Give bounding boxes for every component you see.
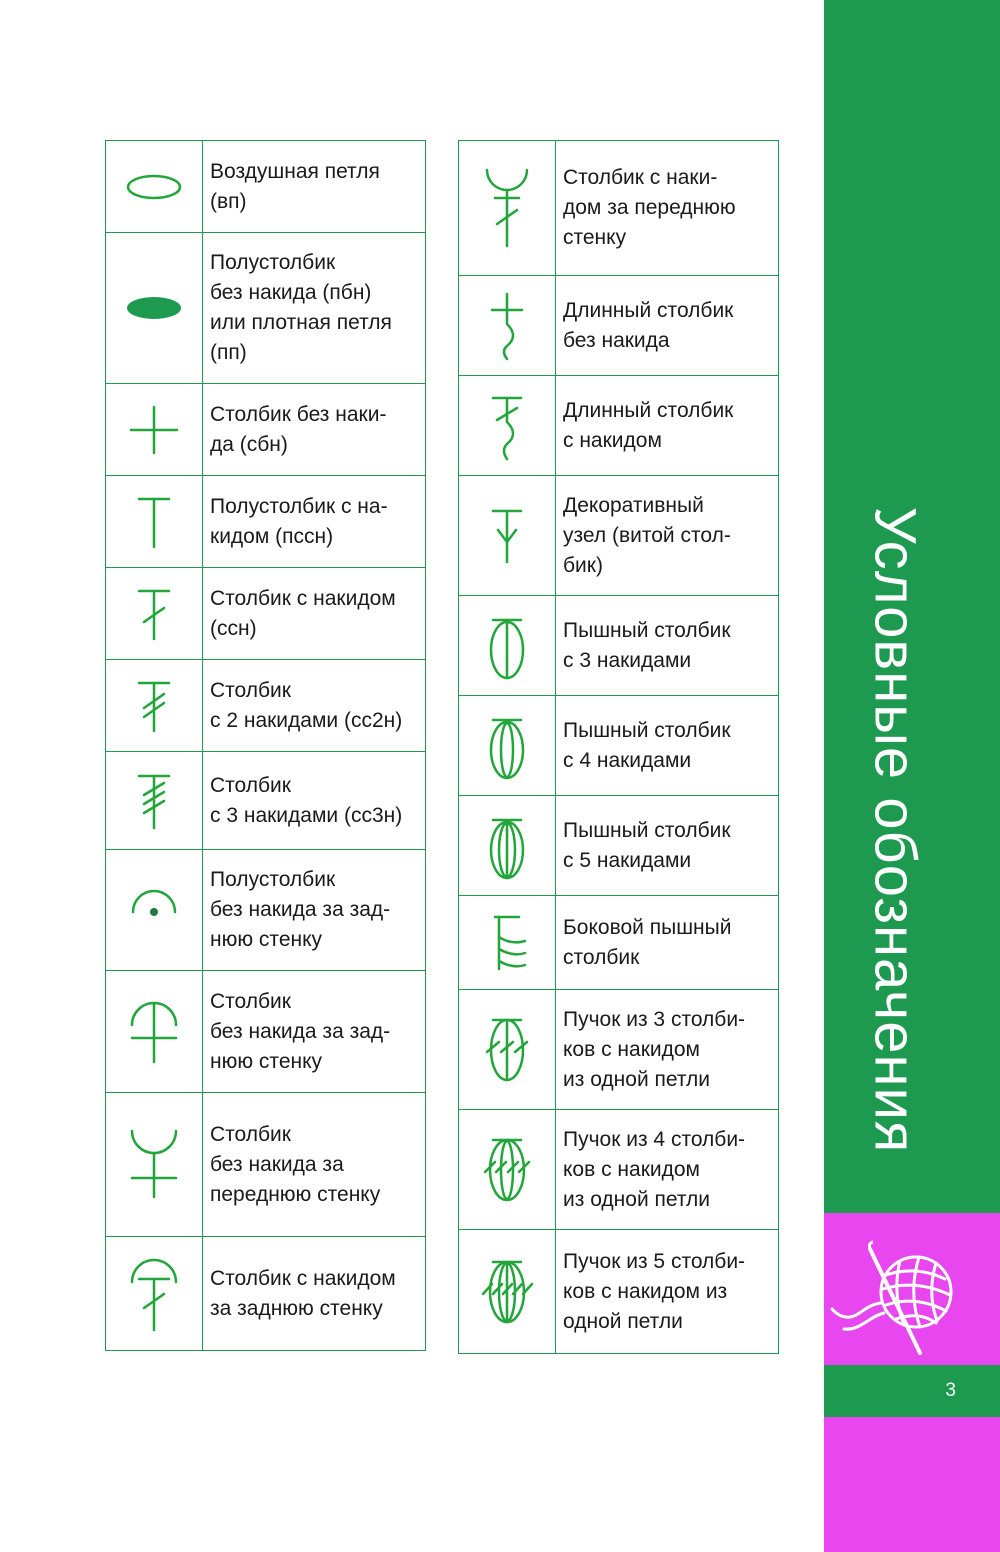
legend-text: Столбик без накида за переднюю стенку — [203, 1093, 426, 1237]
puff-3-icon — [477, 611, 537, 681]
legend-table-left — [105, 140, 426, 1351]
long-double-crochet-icon — [477, 391, 537, 461]
legend-text: Длинный столбик без накида — [556, 276, 779, 376]
legend-row — [106, 850, 426, 971]
legend-row — [459, 796, 779, 896]
legend-text: Воздушная петля (вп) — [203, 141, 426, 233]
section-title: Условные обозначения — [862, 506, 928, 1154]
legend-row — [459, 1230, 779, 1354]
legend-row — [459, 896, 779, 990]
cluster-5-icon — [477, 1252, 537, 1332]
legend-text: Декоративный узел (витой стол- бик) — [556, 476, 779, 596]
legend-text: Пышный столбик с 5 накидами — [556, 796, 779, 896]
legend-row — [106, 568, 426, 660]
single-crochet-front-loop-icon — [124, 1125, 184, 1205]
legend-row — [459, 276, 779, 376]
legend-text: Столбик с 2 накидами (сс2н) — [203, 660, 426, 752]
legend-text: Длинный столбик с накидом — [556, 376, 779, 476]
yarn-ball-icon — [824, 1213, 1000, 1365]
legend-row — [106, 660, 426, 752]
legend-text: Полустолбик без накида за зад- нюю стенку — [203, 850, 426, 971]
legend-row — [106, 1093, 426, 1237]
legend-text: Пучок из 3 столби- ков с накидом из одной петли — [556, 990, 779, 1110]
legend-table-right — [458, 140, 779, 1354]
legend-row — [459, 476, 779, 596]
legend-text: Столбик с накидом за заднюю стенку — [203, 1237, 426, 1351]
legend-text: Пышный столбик с 3 накидами — [556, 596, 779, 696]
slip-stitch-back-loop-icon — [124, 880, 184, 940]
legend-text: Пучок из 5 столби- ков с накидом из одной петли — [556, 1230, 779, 1354]
side-puff-icon — [477, 908, 537, 978]
legend-row — [106, 476, 426, 568]
legend-text: Полустолбик без накида (пбн) или плотная петля (пп) — [203, 233, 426, 384]
legend-row — [106, 971, 426, 1093]
puff-5-icon — [477, 811, 537, 881]
legend-text: Столбик с накидом (ссн) — [203, 568, 426, 660]
legend-row — [459, 596, 779, 696]
legend-row — [459, 696, 779, 796]
legend-text: Столбик с наки- дом за переднюю стенку — [556, 141, 779, 276]
legend-row — [106, 1237, 426, 1351]
double-crochet-front-loop-icon — [477, 163, 537, 253]
legend-row — [106, 141, 426, 233]
double-crochet-back-loop-icon — [124, 1254, 184, 1334]
legend-row — [106, 752, 426, 850]
cluster-3-icon — [477, 1010, 537, 1090]
legend-row — [459, 141, 779, 276]
legend-row — [459, 376, 779, 476]
legend-row — [459, 1110, 779, 1230]
legend-text: Столбик без наки- да (сбн) — [203, 384, 426, 476]
legend-text: Боковой пышный столбик — [556, 896, 779, 990]
legend-text: Пышный столбик с 4 накидами — [556, 696, 779, 796]
legend-text: Пучок из 4 столби- ков с накидом из одной петли — [556, 1110, 779, 1230]
puff-4-icon — [477, 711, 537, 781]
legend-text: Полустолбик с на- кидом (пссн) — [203, 476, 426, 568]
sidebar-pink-bottom-band — [824, 1417, 1000, 1552]
single-crochet-icon — [124, 400, 184, 460]
legend-row — [106, 384, 426, 476]
treble-crochet-icon — [124, 676, 184, 736]
legend-text: Столбик без накида за зад- нюю стенку — [203, 971, 426, 1093]
cluster-4-icon — [477, 1130, 537, 1210]
page-number: 3 — [945, 1380, 956, 1401]
long-single-crochet-icon — [477, 291, 537, 361]
double-crochet-icon — [124, 584, 184, 644]
half-double-crochet-icon — [124, 492, 184, 552]
single-crochet-back-loop-icon — [124, 997, 184, 1067]
double-treble-crochet-icon — [124, 771, 184, 831]
decorative-knot-icon — [477, 501, 537, 571]
legend-row — [459, 990, 779, 1110]
slip-stitch-icon — [124, 288, 184, 328]
legend-row — [106, 233, 426, 384]
air-loop-icon — [124, 167, 184, 207]
legend-text: Столбик с 3 накидами (сс3н) — [203, 752, 426, 850]
